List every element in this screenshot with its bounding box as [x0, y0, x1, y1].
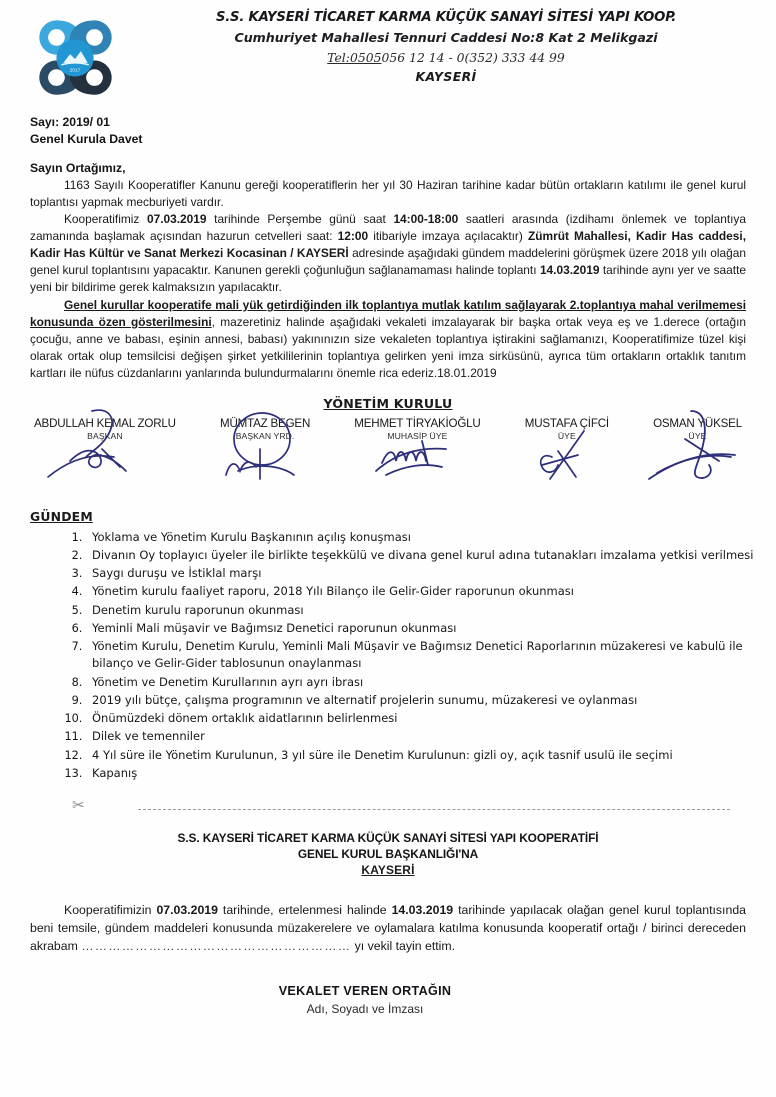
proxy-form-body [30, 901, 746, 1016]
meeting-date-primary: 07.03.2019 [146, 212, 207, 227]
p2-text-b: tarihinde Perşembe günü saat [206, 212, 394, 227]
attendance-emphasis: Genel kurullar kooperatife mali yük getirdiğinden ilk toplantıya mutlak katılım sağlayarak 2.toplantıya mahal verilmemesi konusunda özen gösterilmesini [30, 298, 746, 329]
telephone-number: 056 12 14 - 0(352) 333 44 99 [381, 50, 565, 65]
proxy-statement [30, 901, 746, 956]
board-member-name: MUSTAFA ÇİFCİ [524, 416, 609, 430]
proxy-name-blank[interactable]: …………………………………………………… [81, 939, 352, 954]
board-member-role: ÜYE [688, 430, 707, 441]
paragraph-meeting-details [30, 211, 746, 296]
board-member [525, 417, 609, 441]
proxy-text-a: Kooperatifimizin [64, 902, 157, 917]
agenda-item: 13. Kapanış [86, 765, 776, 782]
agenda-item: 9. 2019 yılı bütçe, çalışma programının ve alternatif projelerin sunumu, müzakeresi ve oylanması [86, 692, 776, 709]
agenda-item: 2. Divanın Oy toplayıcı üyeler ile birlikte teşekkülü ve divana genel kurul adına tutanakları imzalama yetkisi verilmesi [86, 547, 776, 564]
proxy-heading-city: KAYSERİ [361, 863, 415, 878]
agenda-item: 3. Saygı duruşu ve İstiklal marşı [86, 565, 776, 582]
proxy-signature-title: VEKALET VEREN ORTAĞIN [278, 983, 452, 998]
board-member-role: ÜYE [557, 430, 576, 441]
p2-text-d: itibariyle imzaya açılacaktır) [368, 229, 528, 244]
paragraph-legal-requirement [30, 177, 746, 211]
cut-line [28, 798, 748, 820]
organization-city: KAYSERİ [415, 69, 477, 84]
board-member [34, 417, 176, 441]
agenda-item: 6. Yeminli Mali müşavir ve Bağımsız Denetici raporunun okunması [86, 620, 776, 637]
reference-number: Sayı: 2019/ 01 [30, 115, 110, 129]
organization-header-text [140, 10, 752, 84]
scissors-icon: ✂ [72, 797, 85, 815]
board-member [653, 417, 742, 441]
reference-block [30, 114, 776, 148]
document-header [0, 0, 776, 108]
organization-telephone [140, 50, 752, 65]
paragraph-1-text: 1163 Sayılı Kooperatifler Kanunu gereği kooperatiflerin her yıl 30 Haziran tarihine kadar bütün ortakların katılımı ile genel kurul toplantısı yapmak mecburiyeti vardır. [30, 177, 746, 209]
proxy-signature-block [30, 984, 746, 1016]
proxy-text-c: tarihinde yapılacak olağan genel kurul toplantısında beni temsile, gündem maddeleri konusunda müzakerelere ve oylamalara katılma konusunda kooperatif ortağı / birinci dereceden akrabam [30, 902, 746, 954]
p2-text-e: adresinde aşağıdaki gündem maddelerini görüşmek üzere 2018 yılı olağan genel kurul toplantısını yapacaktır. Kanunen gerekli çoğunluğun sağlanamaması halinde toplantı [30, 246, 746, 278]
agenda-item: 11. Dilek ve temenniler [86, 728, 776, 745]
salutation: Sayın Ortağımız, [30, 160, 126, 175]
proxy-text-b: tarihinde, ertelenmesi halinde [217, 902, 392, 917]
proxy-form-heading [0, 830, 776, 879]
agenda-list [30, 529, 776, 783]
board-title: YÖNETİM KURULU [323, 395, 453, 411]
document-subject: Genel Kurula Davet [30, 131, 143, 146]
board-member-name: MÜMTAZ BEGEN [219, 416, 311, 430]
svg-text:2017: 2017 [69, 68, 81, 74]
p2-text-f: tarihinde aynı yer ve saatte yeni bir bildirime gerek kalmaksızın yapılacaktır. [30, 263, 746, 295]
board-member-row [34, 417, 742, 495]
proxy-signature-subtitle: Adı, Soyadı ve İmzası [306, 1001, 424, 1016]
proxy-heading-line-2: GENEL KURUL BAŞKANLIĞI'NA [297, 847, 479, 862]
board-member-role: MUHASİP ÜYE [387, 430, 448, 441]
organization-address: Cumhuriyet Mahallesi Tennuri Caddesi No:8 Kat 2 Melikgazi [234, 30, 658, 45]
board-member [220, 417, 310, 441]
board-member-role: BAŞKAN [87, 430, 123, 441]
agenda-item: 8. Yönetim ve Denetim Kurullarının ayrı ayrı ibrası [86, 674, 776, 691]
agenda-section [30, 509, 776, 783]
paragraph-attendance-notice [30, 297, 746, 382]
proxy-date-secondary: 14.03.2019 [391, 902, 454, 917]
organization-name: S.S. KAYSERİ TİCARET KARMA KÜÇÜK SANAYİ SİTESİ YAPI KOOP. [215, 10, 677, 25]
proxy-heading-line-1: S.S. KAYSERİ TİCARET KARMA KÜÇÜK SANAYİ SİTESİ YAPI KOOPERATİFİ [177, 831, 599, 846]
p2-text-c: saatleri arasında (izdihamı önlemek ve toplantıya zamanında başlamak açısından hazurun cetvelleri saat: [30, 212, 746, 244]
proxy-date-primary: 07.03.2019 [156, 902, 218, 917]
meeting-venue: Zümrüt Mahallesi, Kadir Has caddesi, Kadir Has Kültür ve Sanat Merkezi Kocasinan / KAYSERİ [30, 229, 747, 261]
agenda-item: 12. 4 Yıl süre ile Yönetim Kurulunun, 3 yıl süre ile Denetim Kurulunun: gizli oy, açık tasnif usulü ile seçimi [86, 747, 776, 764]
agenda-item: 7. Yönetim Kurulu, Denetim Kurulu, Yeminli Mali Müşavir ve Bağımsız Denetici Raporlarının müzakeresi ve kabulü ile bilanço ve Gelir-Gider tablosunun onaylanması [86, 638, 776, 673]
agenda-item: 5. Denetim kurulu raporunun okunması [86, 602, 776, 619]
board-member-name: MEHMET TİRYAKİOĞLU [354, 416, 481, 430]
telephone-label: Tel:0505 [327, 50, 382, 65]
p3-text-rest: , mazeretiniz halinde aşağıdaki vekaleti imzalayarak bir başka ortak veya eş ve 1.derece (ortağın çocuğu, anne ve babası, eşinin annesi, babası) yakınınızın size vekaleten toplantıya iştirakini sağlamanızı, Kooperatifimize tüzel kişi olarak ortak olup temsilcisi değişen şirket yetkililerinin toplantıya gelirken yeni imza sirküsünü, ayrıca tüm ortakların ortaklık tanıtım kartları ile nüfus cüzdanlarını yanlarında bulundurmalarını önemle rica ederiz.18.01.2019 [30, 314, 746, 380]
body-paragraphs [30, 177, 746, 382]
board-member [354, 417, 480, 441]
registration-open-time: 12:00 [337, 229, 369, 244]
cooperative-rings-logo [26, 12, 124, 104]
board-member-name: ABDULLAH KEMAL ZORLU [34, 416, 176, 430]
meeting-date-secondary: 14.03.2019 [539, 263, 600, 278]
board-member-name: OSMAN YÜKSEL [653, 416, 742, 430]
agenda-title: GÜNDEM [30, 508, 93, 524]
agenda-item: 10. Önümüzdeki dönem ortaklık aidatlarının belirlenmesi [86, 710, 776, 727]
agenda-item: 1. Yoklama ve Yönetim Kurulu Başkanının açılış konuşması [86, 529, 776, 546]
dashed-divider [138, 809, 730, 810]
board-of-directors [0, 396, 776, 495]
proxy-text-d: yı vekil tayin ettim. [351, 939, 456, 954]
agenda-item: 4. Yönetim kurulu faaliyet raporu, 2018 Yılı Bilanço ile Gelir-Gider raporunun okunması [86, 583, 776, 600]
board-member-role: BAŞKAN YRD. [235, 430, 295, 441]
p2-text-a: Kooperatifimiz [64, 212, 147, 227]
meeting-time-range: 14:00-18:00 [393, 212, 459, 227]
